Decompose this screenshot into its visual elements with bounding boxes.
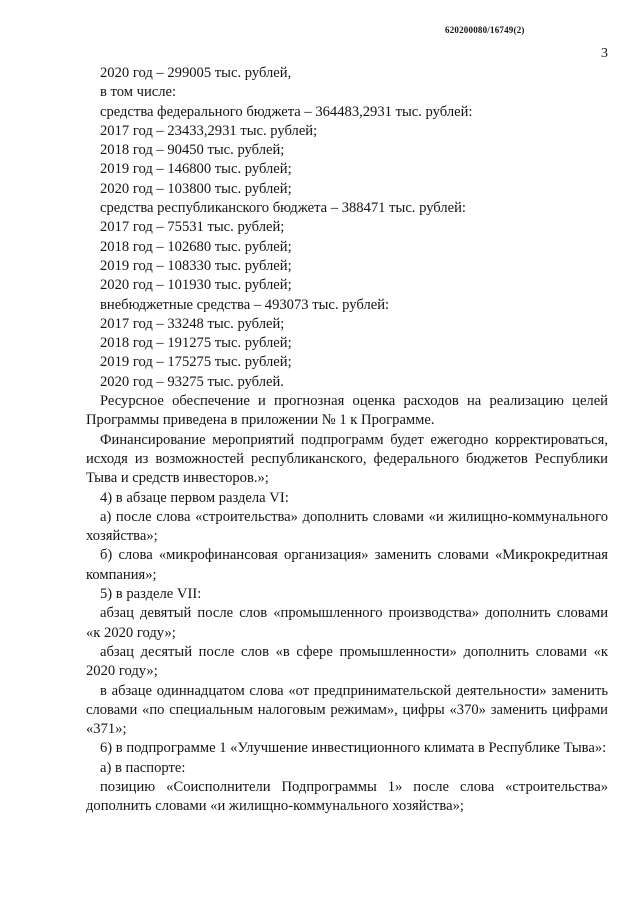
paragraph-coexecutors: позицию «Соисполнители Подпрограммы 1» после слова «строительства» дополнить словами «и жилищно-коммунального хозяйства»; xyxy=(86,778,608,815)
finance-line: средства федерального бюджета – 364483,2931 тыс. рублей: xyxy=(100,103,473,120)
finance-line: 2020 год – 103800 тыс. рублей; xyxy=(100,180,292,197)
finance-line: 2017 год – 33248 тыс. рублей; xyxy=(100,315,285,332)
paragraph-abzac-9: абзац девятый после слов «промышленного производства» дополнить словами «к 2020 году»; xyxy=(86,605,608,641)
document-id: 620200080/16749(2) xyxy=(445,25,525,35)
finance-line: 2018 год – 90450 тыс. рублей; xyxy=(100,142,285,159)
finance-list xyxy=(86,64,608,392)
finance-line: 2018 год – 191275 тыс. рублей; xyxy=(100,335,292,352)
finance-line: 2019 год – 146800 тыс. рублей; xyxy=(100,161,292,178)
paragraph-item-4b: б) слова «микрофинансовая организация» заменить словами «Микрокредитная компания»; xyxy=(86,547,608,583)
paragraph-abzac-11: в абзаце одиннадцатом слова «от предпринимательской деятельности» заменить словами «по специальным налоговым режимам», цифры «370» заменить цифрами «371»; xyxy=(86,682,608,738)
paragraph-resource-provision: Ресурсное обеспечение и прогнозная оценка расходов на реализацию целей Программы приведена в приложении № 1 к Программе. xyxy=(86,393,608,429)
paragraph-item-6a: а) в паспорте: xyxy=(100,759,186,776)
document-body xyxy=(86,64,608,817)
paragraph-item-4: 4) в абзаце первом раздела VI: xyxy=(100,489,289,506)
finance-line: 2019 год – 108330 тыс. рублей; xyxy=(100,257,292,274)
paragraph-item-4a: а) после слова «строительства» дополнить словами «и жилищно-коммунального хозяйства»; xyxy=(86,508,608,545)
paragraph-item-5: 5) в разделе VII: xyxy=(100,586,202,603)
finance-line: 2020 год – 101930 тыс. рублей; xyxy=(100,277,292,294)
finance-line: 2017 год – 23433,2931 тыс. рублей; xyxy=(100,122,318,139)
paragraph-financing: Финансирование мероприятий подпрограмм будет ежегодно корректироваться, исходя из возможностей республиканского, федерального бюджетов Республики Тыва и средств инвесторов.»; xyxy=(86,431,608,487)
finance-line: внебюджетные средства – 493073 тыс. рублей: xyxy=(100,296,390,313)
finance-line: 2019 год – 175275 тыс. рублей; xyxy=(100,354,292,371)
finance-line: в том числе: xyxy=(100,84,177,101)
finance-line: 2018 год – 102680 тыс. рублей; xyxy=(100,238,292,255)
finance-line: 2020 год – 299005 тыс. рублей, xyxy=(100,65,292,81)
paragraph-abzac-10: абзац десятый после слов «в сфере промышленности» дополнить словами «к 2020 году»; xyxy=(86,643,608,680)
page-number: 3 xyxy=(601,46,608,61)
finance-line: средства республиканского бюджета – 388471 тыс. рублей: xyxy=(100,200,466,217)
paragraph-item-6: 6) в подпрограмме 1 «Улучшение инвестиционного климата в Республике Тыва»: xyxy=(100,740,607,757)
finance-line: 2017 год – 75531 тыс. рублей; xyxy=(100,219,285,236)
finance-line: 2020 год – 93275 тыс. рублей. xyxy=(100,373,284,390)
